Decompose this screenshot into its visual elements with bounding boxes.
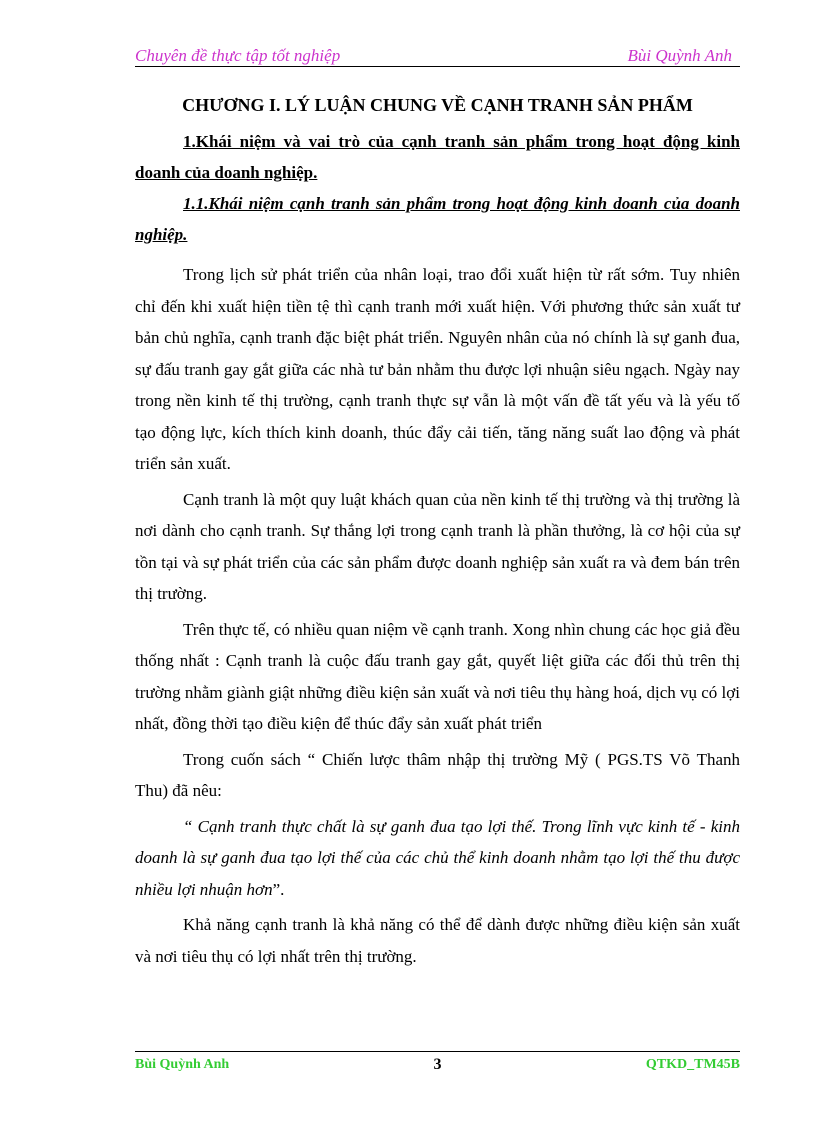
paragraph-capability: Khả năng cạnh tranh là khả năng có thể để dành được những điều kiện sản xuất và nơi tiêu thụ có lợi nhất trên thị trường.: [135, 915, 740, 966]
page-body: [135, 92, 740, 976]
quotation-text: “ Cạnh tranh thực chất là sự ganh đua tạo lợi thế. Trong lĩnh vực kinh tế - kinh doanh là sự ganh đua tạo lợi thế của các chủ thể kinh doanh nhằm tạo lợi thế thu được nhiều lợi nhuận hơn: [135, 816, 740, 899]
quotation-close: ”.: [272, 879, 285, 899]
paragraph-history: Trong lịch sử phát triển của nhân loại, trao đổi xuất hiện từ rất sớm. Tuy nhiên chỉ đến khi xuất hiện tiền tệ thì cạnh tranh mới xuất hiện. Với phương thức sản xuất tư bản chủ nghĩa, cạnh tranh đặc biệt phát triển. Nguyên nhân của nó chính là sự ganh đua, sự đấu tranh gay gắt giữa các nhà tư bản nhằm thu được lợi nhuận siêu ngạch. Ngày nay trong nền kinh tế thị trường, cạnh tranh thực sự vẫn là một vấn đề tất yếu và là yếu tố tạo động lực, kích thích kinh doanh, thúc đẩy cải tiến, tăng năng suất lao động và phát triển sản xuất.: [135, 265, 740, 473]
header-document-type: Chuyên đề thực tập tốt nghiệp: [135, 46, 341, 65]
footer-author: Bùi Quỳnh Anh: [135, 1057, 230, 1072]
footer-class-code: QTKD_TM45B: [645, 1057, 740, 1072]
paragraph-objective-law: Cạnh tranh là một quy luật khách quan của nền kinh tế thị trường và thị trường là nơi dành cho cạnh tranh. Sự thắng lợi trong cạnh tranh là phần thưởng, là cơ hội của sự tồn tại và sự phát triển của các sản phẩm được doanh nghiệp sản xuất ra và đem bán trên thị trường.: [135, 489, 740, 603]
header-author: Bùi Quỳnh Anh: [627, 46, 732, 65]
section-heading: 1.Khái niệm và vai trò của cạnh tranh sản phẩm trong hoạt động kinh doanh của doanh nghiệp.: [135, 132, 740, 182]
paragraph-definitions: Trên thực tế, có nhiều quan niệm về cạnh tranh. Xong nhìn chung các học giả đều thống nhất : Cạnh tranh là cuộc đấu tranh gay gắt, quyết liệt giữa các đối thủ trên thị trường nhằm giành giật những điều kiện sản xuất và nơi tiêu thụ hàng hoá, dịch vụ có lợi nhất, đồng thời tạo điều kiện để thúc đẩy sản xuất phát triển: [135, 619, 740, 733]
quotation: [135, 811, 740, 906]
chapter-title: CHƯƠNG I. LÝ LUẬN CHUNG VỀ CẠNH TRANH SẢN PHẨM: [182, 95, 693, 115]
page-header: [135, 44, 740, 67]
subsection-heading: 1.1.Khái niệm cạnh tranh sản phẩm trong hoạt động kinh doanh của doanh nghiệp.: [135, 194, 740, 244]
paragraph-book-reference: Trong cuốn sách “ Chiến lược thâm nhập thị trường Mỹ ( PGS.TS Võ Thanh Thu) đã nêu:: [135, 749, 740, 800]
page-number: 3: [433, 1056, 442, 1073]
page-footer: [135, 1051, 740, 1076]
